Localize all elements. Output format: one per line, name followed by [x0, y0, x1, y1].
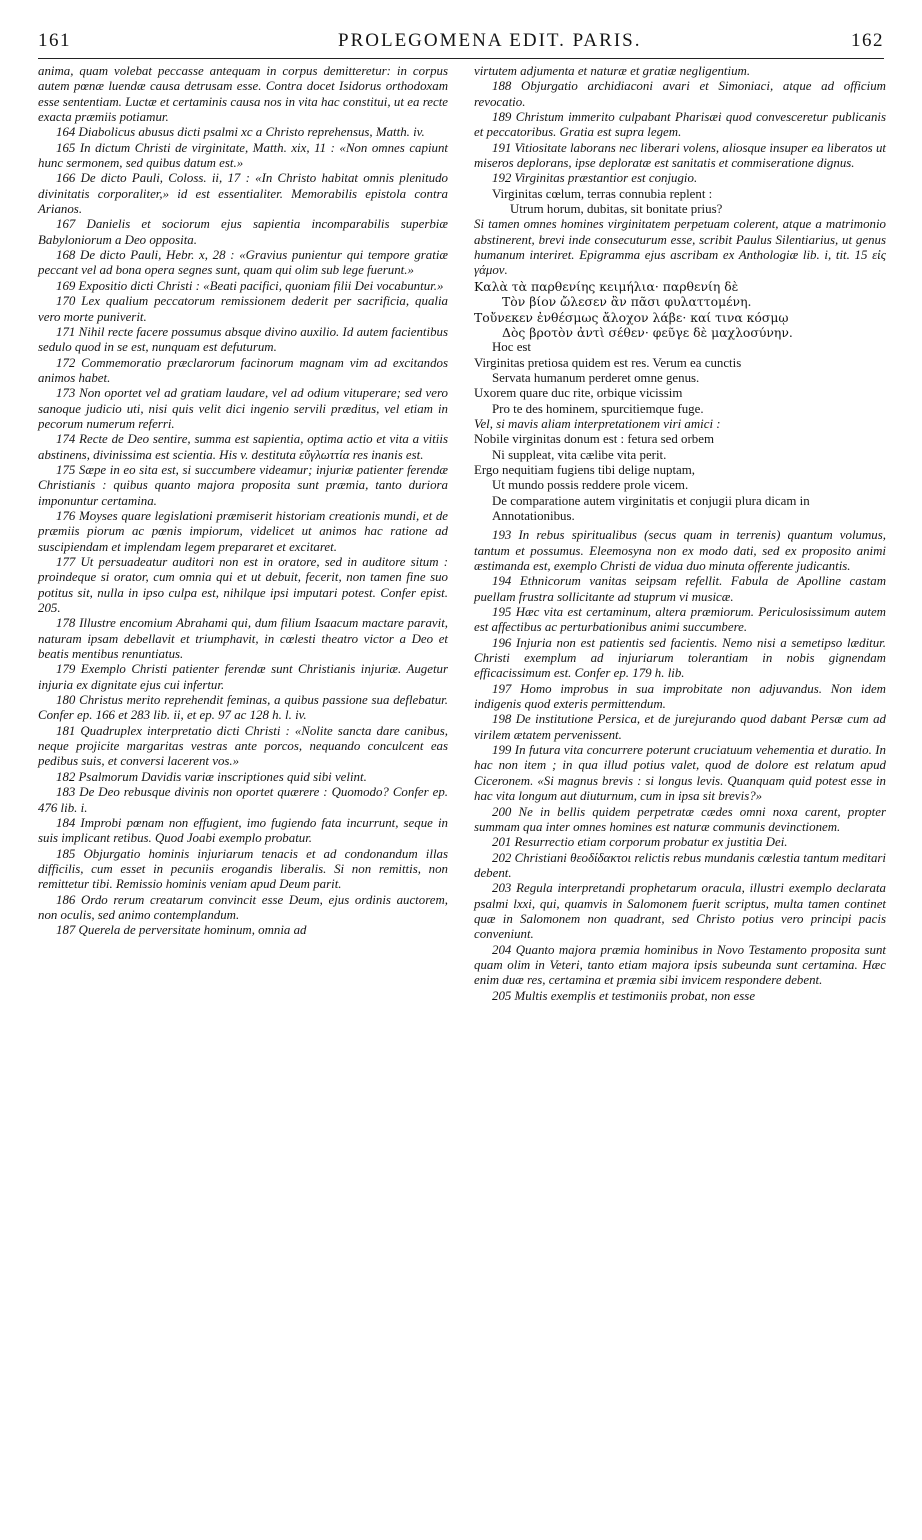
paragraph: 181 Quadruplex interpretatio dicti Christi : «Nolite sancta dare canibus, neque projicite margaritas vestras ante porcos, nequando conculcent eas pedibus suis, et conversi lacerent vos.»: [38, 723, 448, 769]
paragraph: 167 Danielis et sociorum ejus sapientia incomparabilis superbiæ Babyloniorum a Deo opposita.: [38, 217, 448, 247]
greek-verse-line: Δὸς βροτὸν ἀντὶ σέθεν· φεῦγε δὲ μαχλοσύνην.: [502, 324, 793, 340]
paragraph: 194 Ethnicorum vanitas seipsam refellit. Fabula de Apolline castam puellam frustra sollicitante ad stuprum vi musicæ.: [474, 574, 886, 604]
paragraph: 196 Injuria non est patientis sed facientis. Nemo nisi a semetipso læditur. Christi exemplum ad injuriarum tolerantiam in nobis gignendam efficacissimum est. Confer ep. 179 h. lib.: [474, 635, 886, 681]
paragraph: 187 Querela de perversitate hominum, omnia ad: [56, 923, 307, 938]
paragraph: 173 Non oportet vel ad gratiam laudare, vel ad odium vituperare; sed vero sanoque judicio uti, nisi quis velit dici ingenio servili præditus, vel etiam in pecorum numerum referri.: [38, 386, 448, 431]
paragraph: 180 Christus merito reprehendit feminas, a quibus passione sua deflebatur. Confer ep. 166 et 283 lib. ii, et ep. 97 ac 128 h. l. iv.: [38, 693, 448, 723]
paragraph: Vel, si mavis aliam interpretationem viri amici :: [474, 416, 721, 431]
paragraph: 165 In dictum Christi de virginitate, Matth. xix, 11 : «Non omnes capiunt hunc sermonem, sed quibus datum est.»: [38, 140, 448, 171]
paragraph: 182 Psalmorum Davidis variæ inscriptiones quid sibi velint.: [56, 769, 367, 784]
paragraph: 204 Quanto majora præmia hominibus in Novo Testamento proposita sunt quam olim in Veteri, tanto etiam majora ipsis subeunda sunt certamina. Hæc enim duæ res, certamina et præmia sibi invicem respondere debent.: [474, 942, 886, 988]
paragraph: 164 Diabolicus abusus dicti psalmi xc a Christo reprehensus, Matth. iv.: [56, 125, 425, 140]
paragraph: 175 Sæpe in eo sita est, si succumbere videamur; injuriæ patienter ferendæ Christianis : quibus quanto majora proposita sunt præmia, tanto duriora imponuntur certamina.: [38, 462, 448, 508]
verse-line: Servata humanum perderet omne genus.: [492, 370, 700, 385]
page-number-left: 161: [38, 30, 71, 51]
verse-line: Virginitas cœlum, terras connubia replent :: [492, 186, 713, 201]
header-rule: [38, 58, 884, 59]
verse-line: Ni suppleat, vita cælibe vita perit.: [492, 447, 667, 462]
paragraph: 197 Homo improbus in sua improbitate non adjuvandus. Non idem indigenis quod exteris permittendum.: [474, 681, 886, 712]
verse-line: Ut mundo possis reddere prole vicem.: [492, 478, 689, 493]
verse-line: Virginitas pretiosa quidem est res. Verum ea cunctis: [474, 355, 742, 370]
paragraph: 169 Expositio dicti Christi : «Beati pacifici, quoniam filii Dei vocabuntur.»: [56, 278, 444, 293]
left-column: [38, 64, 448, 939]
paragraph: 201 Resurrectio etiam corporum probatur ex justitia Dei.: [492, 835, 788, 850]
verse-line: Utrum horum, dubitas, sit bonitate prius?: [510, 202, 723, 217]
paragraph: 200 Ne in bellis quidem perpetratæ cædes omni noxa carent, propter summam qua inter omnes homines est naturæ communis devinctionem.: [474, 804, 886, 834]
paragraph: 176 Moyses quare legislationi præmiserit historiam creationis mundi, et de præmiis piorum ac pœnis impiorum, videlicet ut animos hac ratione ad suscipiendam et implendam legem prepararet et excitaret.: [38, 508, 448, 554]
right-column: [474, 64, 886, 1004]
paragraph: 168 De dicto Pauli, Hebr. x, 28 : «Gravius punientur qui tempore gratiæ peccant vel ad bona opera segnes sunt, quam qui olim sub lege fuerunt.»: [38, 248, 448, 278]
paragraph: 179 Exemplo Christi patienter ferendæ sunt Christianis injuriæ. Augetur injuria ex dignitate ejus cui infertur.: [38, 662, 448, 692]
greek-verse-line: Καλὰ τὰ παρθενίης κειμήλια· παρθενίη δὲ: [474, 278, 739, 294]
paragraph: virtutem adjumenta et naturæ et gratiæ negligentium.: [474, 64, 751, 78]
paragraph: 178 Illustre encomium Abrahami qui, dum filium Isaacum mactare paravit, naturam ipsam debellavit et triumphavit, in cœlesti theatro victor a Deo et beatis mentibus renuntiatus.: [38, 616, 448, 662]
paragraph: 171 Nihil recte facere possumus absque divino auxilio. Id autem facientibus sedulo quod in se est, nunquam est defuturum.: [38, 324, 448, 355]
paragraph: 198 De institutione Persica, et de jurejurando quod dabant Persæ cum ad virilem ætatem pervenissent.: [474, 712, 886, 742]
paragraph: 192 Virginitas præstantior est conjugio.: [492, 171, 698, 186]
paragraph: 177 Ut persuadeatur auditori non est in oratore, sed in auditore situm : proindeque si orator, cum omnia qui et ut debuit, fecerit, non tamen fine suo potitus sit, nulla in ipso culpa est, nihilque ipsi imputari potest. Confer epist. 205.: [38, 555, 448, 616]
paragraph: anima, quam volebat peccasse antequam in corpus demitteretur: in corpus autem pœnæ luendæ causa detrusam esse. Contra docet Isidorus orthodoxam esse sententiam. Luctæ et certaminis causa nos in vita hac constitui, ut ea recte exacta præmiis potiamur.: [38, 64, 448, 125]
paragraph: 184 Improbi pœnam non effugient, imo fugiendo fata incurrunt, seque in suis implicant retibus. Quod Joabi exemplo probatur.: [38, 815, 448, 846]
paragraph: 202 Christiani θεοδίδακτοι relictis rebus mundanis cœlestia tantum meditari debent.: [474, 850, 886, 880]
running-header: [38, 30, 884, 56]
paragraph: 185 Objurgatio hominis injuriarum tenacis et ad condonandum illas difficilis, cum esset in pecuniis erogandis liberalis. Si non remittis, non remittetur tibi. Remissio hominis veniam apud Deum parit.: [38, 846, 448, 892]
paragraph: 199 In futura vita concurrere poterunt cruciatuum vehementia et duratio. In hac non item ; in qua illud potius valet, quod de dolore est relatum apud Ciceronem. «Si magnus brevis : si longus levis. Quanquam quid potest esse in hac vita longum aut diuturnum, cum in ipsa sit brevis?»: [474, 743, 886, 804]
page-number-right: 162: [851, 30, 884, 51]
greek-verse-line: Τὸν βίον ὤλεσεν ἂν πᾶσι φυλαττομένη.: [502, 294, 752, 310]
running-title: PROLEGOMENA EDIT. PARIS.: [338, 30, 642, 51]
paragraph: 166 De dicto Pauli, Coloss. ii, 17 : «In Christo habitat omnis plenitudo divinitatis corporaliter,» id est essentialiter. Memorabilis epistola contra Arianos.: [38, 171, 448, 217]
paragraph: 195 Hæc vita est certaminum, altera præmiorum. Periculosissimum autem est affectibus ac perturbationibus animi succumbere.: [474, 605, 886, 635]
verse-line: Pro te des hominem, spurcitiemque fuge.: [492, 401, 704, 416]
verse-line: Ergo nequitiam fugiens tibi delige nuptam,: [474, 462, 696, 477]
paragraph: 174 Recte de Deo sentire, summa est sapientia, optima actio et vita a vitiis abstinens, divinissima est scientia. His v. destituta εὔγλωττία res inanis est.: [38, 432, 448, 462]
paragraph: 191 Vitiositate laborans nec liberari volens, aliosque insuper ea liberatos ut miseros deplorans, ipse deploratæ est sanitatis et commiserationе dignus.: [474, 140, 886, 171]
paragraph: 188 Objurgatio archidiaconi avari et Simoniaci, atque ad officium revocatio.: [474, 79, 886, 109]
paragraph: 172 Commemoratio præclarorum facinorum magnam vim ad excitandos animos habet.: [38, 355, 448, 385]
verse-line: Uxorem quare duc rite, orbique vicissim: [474, 386, 683, 401]
annotation-note: De comparatione autem virginitatis et conjugii plura dicam in Annotationibus.: [492, 493, 810, 523]
paragraph: Si tamen omnes homines virginitatem perpetuam colerent, atque a matrimonio abstinerent, brevi inde consecuturum esse, scribit Paulus Silentiarius, ut genus humanum interiret. Epigramma ejus ascribam ex Anthologiæ lib. i, tit. 15 εἰς γάμον.: [474, 217, 886, 278]
paragraph: 193 In rebus spiritualibus (secus quam in terrenis) quantum volumus, tantum et possumus. Eleemosyna non ex modo dati, sed ex proposito animi æstimanda est, exemplo Christi de vidua duo minuta offerente judicantis.: [474, 528, 886, 573]
hoc-est-label: Hoc est: [492, 340, 532, 355]
greek-verse-line: Τοὔνεκεν ἐνθέσμως ἄλοχον λάβε· καί τινα κόσμῳ: [474, 309, 789, 325]
paragraph: 189 Christum immerito culpabant Pharisæi quod convesceretur publicanis et peccatoribus. Gratia est supra legem.: [474, 110, 886, 140]
paragraph: 203 Regula interpretandi prophetarum oracula, illustri exemplo declarata psalmi lxxi, qui, quamvis in Salomonem fuerit scriptus, multa tamen continet quæ in Salomonem non quadrant, sed Christo potius vero principi pacis conveniunt.: [474, 881, 886, 942]
paragraph: 186 Ordo rerum creatarum convincit esse Deum, ejus ordinis auctorem, non oculis, sed animo contemplandum.: [38, 892, 448, 922]
paragraph: 170 Lex qualium peccatorum remissionem dederit per sacrificia, qualia vero morte puniverit.: [38, 294, 448, 324]
paragraph: 183 De Deo rebusque divinis non oportet quærere : Quomodo? Confer ep. 476 lib. i.: [38, 785, 448, 815]
paragraph: 205 Multis exemplis et testimoniis probat, non esse: [492, 988, 756, 1003]
verse-line: Nobile virginitas donum est : fetura sed orbem: [474, 432, 714, 447]
